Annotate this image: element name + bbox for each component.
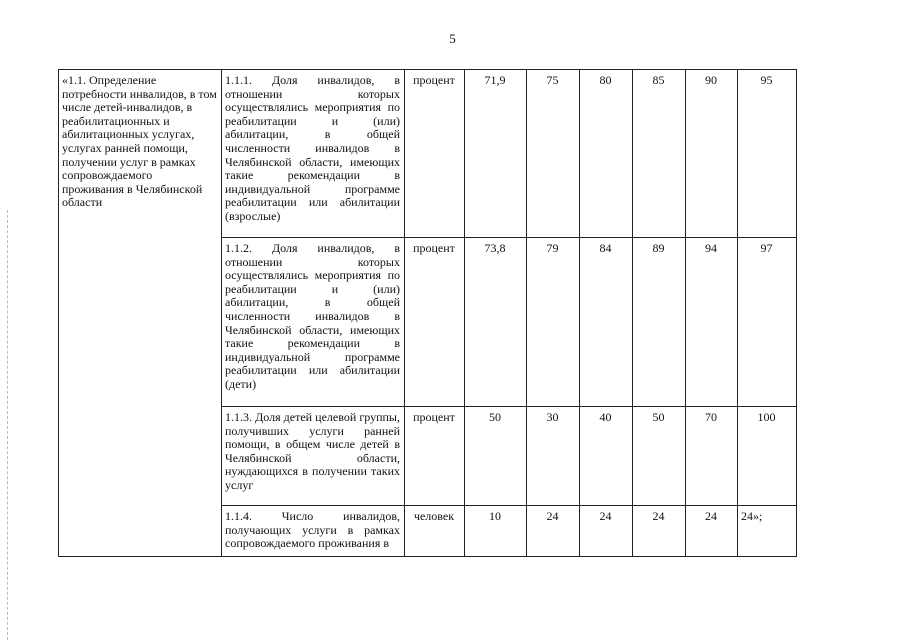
page-number: 5 [449,31,456,46]
value-cell: 24 [686,506,738,557]
value-cell: 90 [686,70,738,238]
unit-cell: процент [405,238,465,407]
value-cell: 24 [633,506,686,557]
indicators-table [58,69,797,557]
value-cell: 24»; [738,506,797,557]
value-cell: 71,9 [465,70,527,238]
value-cell: 75 [527,70,580,238]
value-cell: 79 [527,238,580,407]
value-cell: 70 [686,407,738,506]
value-cell: 73,8 [465,238,527,407]
value-cell: 40 [580,407,633,506]
value-cell: 10 [465,506,527,557]
unit-cell: процент [405,407,465,506]
value-cell: 85 [633,70,686,238]
value-cell: 84 [580,238,633,407]
value-cell: 95 [738,70,797,238]
value-cell: 97 [738,238,797,407]
unit-cell: человек [405,506,465,557]
value-cell: 24 [527,506,580,557]
unit-cell: процент [405,70,465,238]
indicator-cell: 1.1.1. Доля инвалидов, в отношении которых осуществлялись мероприятия по реабилитации и (или) абилитации, в общей численности инвалидов в Челябинской области, имеющих такие рекомендации в индивидуальной программе реабилитации или абилитации (взрослые) [222,70,405,238]
goal-cell: «1.1. Определение потребности инвалидов, в том числе детей-инвалидов, в реабилитационных и абилитационных услугах, услугах ранней помощи, получении услуг в рамках сопровождаемого проживания в Челябинской области [59,70,222,557]
value-cell: 100 [738,407,797,506]
table-row [59,70,797,238]
value-cell: 50 [465,407,527,506]
value-cell: 94 [686,238,738,407]
indicator-cell: 1.1.3. Доля детей целевой группы, получивших услуги ранней помощи, в общем числе детей в Челябинской области, нуждающихся в получении таких услуг [222,407,405,506]
margin-mark [7,210,9,640]
value-cell: 24 [580,506,633,557]
value-cell: 89 [633,238,686,407]
value-cell: 50 [633,407,686,506]
value-cell: 80 [580,70,633,238]
indicator-cell: 1.1.4. Число инвалидов, получающих услуги в рамках сопровождаемого проживания в [222,506,405,557]
indicator-cell: 1.1.2. Доля инвалидов, в отношении которых осуществлялись мероприятия по реабилитации и (или) абилитации, в общей численности инвалидов в Челябинской области, имеющих такие рекомендации в индивидуальной программе реабилитации или абилитации (дети) [222,238,405,407]
value-cell: 30 [527,407,580,506]
